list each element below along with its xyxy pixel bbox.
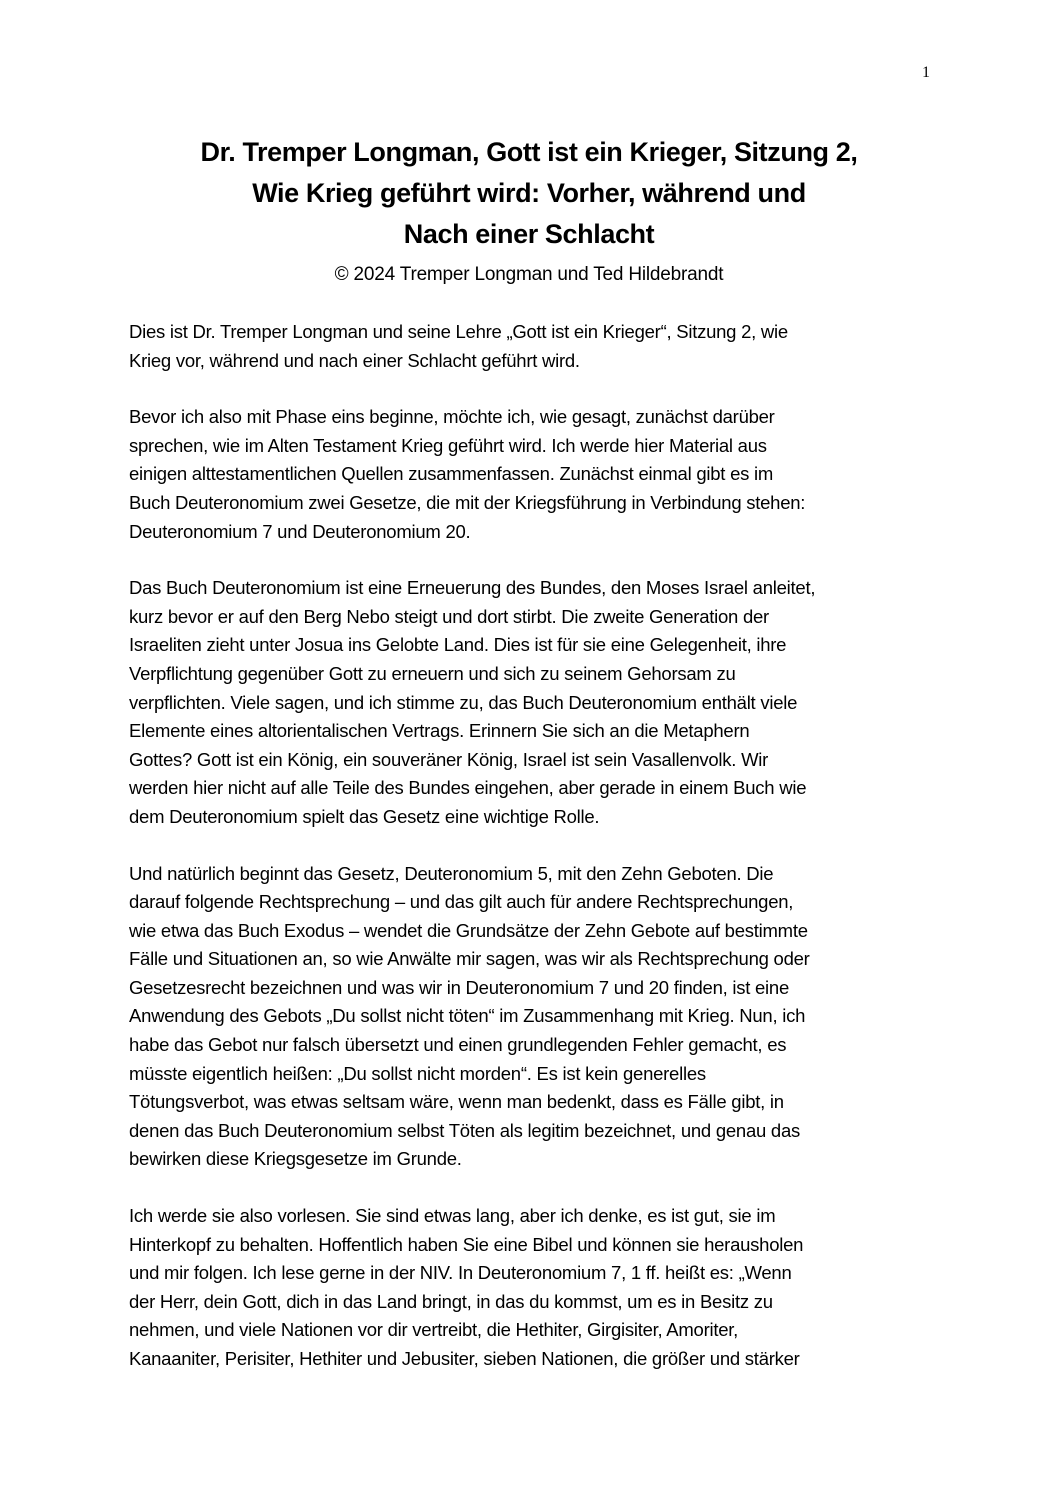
text-line: und mir folgen. Ich lese gerne in der NIV. In Deuteronomium 7, 1 ff. heißt es: „Wenn	[129, 1262, 792, 1284]
text-line: nehmen, und viele Nationen vor dir vertreibt, die Hethiter, Girgisiter, Amoriter,	[129, 1319, 739, 1341]
text-line: bewirken diese Kriegsgesetze im Grunde.	[129, 1148, 462, 1170]
text-line: dem Deuteronomium spielt das Gesetz eine wichtige Rolle.	[129, 805, 600, 827]
text-line: Krieg vor, während und nach einer Schlacht geführt wird.	[129, 349, 580, 371]
text-line: Tötungsverbot, was etwas seltsam wäre, wenn man bedenkt, dass es Fälle gibt, in	[129, 1091, 784, 1113]
text-line: Und natürlich beginnt das Gesetz, Deuteronomium 5, mit den Zehn Geboten. Die	[129, 862, 774, 884]
text-line: Das Buch Deuteronomium ist eine Erneuerung des Bundes, den Moses Israel anleitet,	[129, 577, 816, 599]
text-line: Gesetzesrecht bezeichnen und was wir in Deuteronomium 7 und 20 finden, ist eine	[129, 976, 789, 998]
text-line: Fälle und Situationen an, so wie Anwälte mir sagen, was wir als Rechtsprechung oder	[129, 948, 810, 970]
text-line: wie etwa das Buch Exodus – wendet die Grundsätze der Zehn Gebote auf bestimmte	[129, 919, 808, 941]
copyright-line: © 2024 Tremper Longman und Ted Hildebrandt	[334, 264, 724, 285]
text-line: der Herr, dein Gott, dich in das Land bringt, in das du kommst, um es in Besitz zu	[129, 1290, 773, 1312]
paragraph	[129, 318, 949, 375]
text-line: Gottes? Gott ist ein König, ein souveräner König, Israel ist sein Vasallenvolk. Wir	[129, 748, 769, 770]
text-line: kurz bevor er auf den Berg Nebo steigt und dort stirbt. Die zweite Generation der	[129, 605, 769, 627]
title-line: Dr. Tremper Longman, Gott ist ein Krieger, Sitzung 2,	[200, 137, 858, 167]
text-line: Bevor ich also mit Phase eins beginne, möchte ich, wie gesagt, zunächst darüber	[129, 406, 775, 428]
paragraph	[129, 574, 949, 831]
text-line: müsste eigentlich heißen: „Du sollst nicht morden“. Es ist kein generelles	[129, 1062, 706, 1084]
page-number: 1	[922, 64, 930, 81]
text-line: Deuteronomium 7 und Deuteronomium 20.	[129, 520, 471, 542]
text-line: habe das Gebot nur falsch übersetzt und einen grundlegenden Fehler gemacht, es	[129, 1034, 787, 1056]
document-body	[129, 318, 949, 1402]
text-line: denen das Buch Deuteronomium selbst Töten als legitim bezeichnet, und genau das	[129, 1119, 801, 1141]
text-line: darauf folgende Rechtsprechung – und das gilt auch für andere Rechtsprechungen,	[129, 891, 794, 913]
document-title	[0, 132, 1058, 255]
text-line: Buch Deuteronomium zwei Gesetze, die mit der Kriegsführung in Verbindung stehen:	[129, 491, 806, 513]
text-line: verpflichten. Viele sagen, und ich stimme zu, das Buch Deuteronomium enthält viele	[129, 691, 798, 713]
text-line: Israeliten zieht unter Josua ins Gelobte Land. Dies ist für sie eine Gelegenheit, ihre	[129, 634, 787, 656]
text-line: Verpflichtung gegenüber Gott zu erneuern und sich zu seinem Gehorsam zu	[129, 662, 736, 684]
title-line: Wie Krieg geführt wird: Vorher, während und	[252, 178, 806, 208]
text-line: sprechen, wie im Alten Testament Krieg geführt wird. Ich werde hier Material aus	[129, 434, 767, 456]
text-line: Dies ist Dr. Tremper Longman und seine Lehre „Gott ist ein Krieger“, Sitzung 2, wie	[129, 321, 788, 342]
text-line: einigen alttestamentlichen Quellen zusammenfassen. Zunächst einmal gibt es im	[129, 463, 774, 485]
text-line: Elemente eines altorientalischen Vertrags. Erinnern Sie sich an die Metaphern	[129, 720, 750, 742]
paragraph	[129, 403, 949, 546]
text-line: werden hier nicht auf alle Teile des Bundes eingehen, aber gerade in einem Buch wie	[129, 777, 807, 799]
text-line: Kanaaniter, Perisiter, Hethiter und Jebusiter, sieben Nationen, die größer und stärker	[129, 1348, 800, 1369]
text-line: Anwendung des Gebots „Du sollst nicht töten“ im Zusammenhang mit Krieg. Nun, ich	[129, 1005, 806, 1027]
title-line: Nach einer Schlacht	[403, 219, 655, 249]
text-line: Ich werde sie also vorlesen. Sie sind etwas lang, aber ich denke, es ist gut, sie im	[129, 1205, 776, 1227]
text-line: Hinterkopf zu behalten. Hoffentlich haben Sie eine Bibel und können sie herausholen	[129, 1233, 804, 1255]
paragraph	[129, 860, 949, 1175]
paragraph	[129, 1202, 949, 1374]
